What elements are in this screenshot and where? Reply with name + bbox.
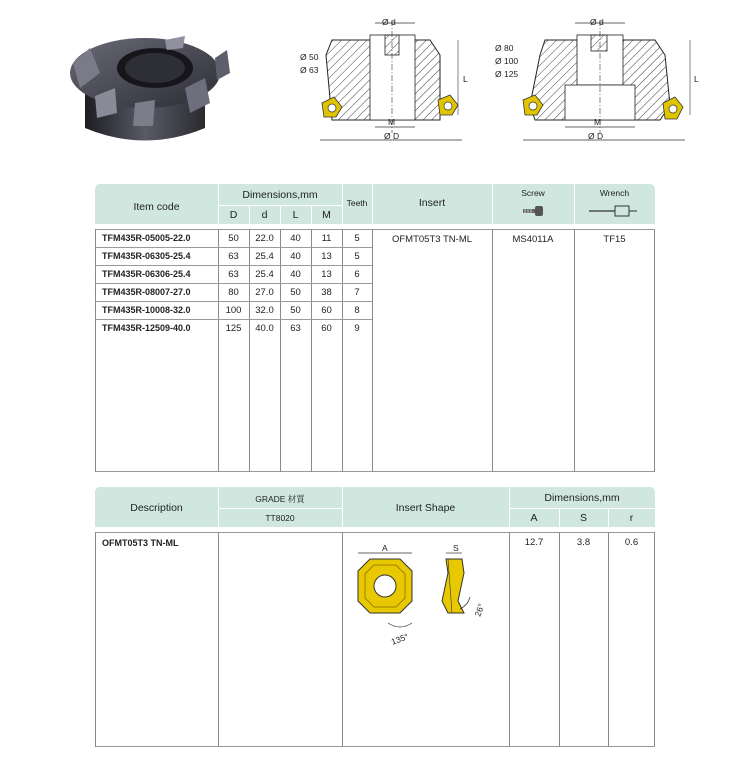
header-dimensions: Dimensions,mm: [242, 189, 318, 201]
cell-D: 125: [225, 323, 242, 334]
header-teeth: Teeth: [346, 198, 368, 208]
cutter-drawing-large: [505, 15, 705, 150]
cell-teeth: 6: [354, 269, 360, 280]
shape-label-angle-135: 135°: [389, 631, 410, 647]
insert-shape-drawing: [350, 539, 500, 654]
table-row: [95, 287, 372, 301]
cell-teeth: 9: [354, 323, 360, 334]
header-dimensions: Dimensions,mm: [544, 492, 620, 504]
cell-L: 40: [290, 233, 301, 244]
drawing-left-size-1: Ø 50: [300, 52, 319, 62]
header-wrench: Wrench: [599, 188, 630, 198]
dim-r-value: 0.6: [624, 537, 639, 548]
cutter-photo: [55, 18, 235, 153]
cell-L: 50: [290, 287, 301, 298]
header-dim-A: A: [530, 512, 538, 524]
cell-L: 40: [290, 269, 301, 280]
header-dim-d: d: [261, 209, 268, 221]
cell-M: 13: [321, 269, 332, 280]
cell-d: 25.4: [255, 269, 274, 280]
header-description: Description: [130, 502, 183, 514]
cell-M: 13: [321, 251, 332, 262]
drawing-left-D-label: Ø D: [384, 131, 400, 141]
header-grade: GRADE 材質: [255, 494, 305, 504]
table-row: [95, 323, 372, 337]
header-dim-r: r: [629, 512, 634, 524]
header-insert: Insert: [418, 197, 446, 209]
drawing-left-L-label: L: [463, 74, 468, 84]
item-code: TFM435R-10008-32.0: [102, 305, 191, 315]
cell-d: 32.0: [255, 305, 274, 316]
wrench-icon: [589, 204, 639, 218]
table-row: [95, 251, 372, 265]
insert-description: OFMT05T3 TN-ML: [102, 538, 179, 548]
cell-teeth: 7: [354, 287, 360, 298]
header-dim-D: D: [229, 209, 238, 221]
shape-label-S: S: [453, 543, 459, 553]
cell-d: 22.0: [255, 233, 274, 244]
table-row: [95, 233, 372, 247]
cell-L: 63: [290, 323, 301, 334]
drawing-right-size-2: Ø 100: [495, 56, 519, 66]
header-dim-L: L: [292, 209, 299, 221]
cell-d: 25.4: [255, 251, 274, 262]
cell-D: 63: [228, 251, 239, 262]
cutter-drawing-small: [290, 15, 470, 150]
table-row: [95, 269, 372, 283]
cell-teeth: 5: [354, 251, 360, 262]
item-code: TFM435R-08007-27.0: [102, 287, 191, 297]
insert-spec-table: [95, 487, 655, 747]
dim-A-value: 12.7: [524, 537, 544, 548]
shape-label-A: A: [382, 543, 388, 553]
cell-d: 27.0: [255, 287, 274, 298]
drawing-right-size-1: Ø 80: [495, 43, 514, 53]
cell-D: 50: [228, 233, 239, 244]
screw-icon: [523, 204, 545, 218]
drawing-right-M-label: M: [594, 117, 602, 127]
dim-S-value: 3.8: [576, 537, 591, 548]
cell-d: 40.0: [255, 323, 274, 334]
grade-value: TT8020: [265, 513, 295, 523]
screw-value: MS4011A: [512, 234, 554, 245]
insert-value: OFMT05T3 TN-ML: [391, 234, 473, 245]
cell-M: 60: [321, 305, 332, 316]
header-dim-M: M: [322, 209, 331, 221]
item-code: TFM435R-06306-25.4: [102, 269, 191, 279]
item-code: TFM435R-05005-22.0: [102, 233, 191, 243]
drawing-right-d-label: Ø d: [590, 17, 604, 27]
drawing-right-D-label: Ø D: [588, 131, 604, 141]
cell-teeth: 5: [354, 233, 360, 244]
header-insert-shape: Insert Shape: [395, 502, 456, 514]
drawing-left-M-label: M: [388, 117, 396, 127]
table-row: [95, 305, 372, 319]
drawing-right-L-label: L: [694, 74, 699, 84]
header-screw: Screw: [521, 188, 545, 198]
drawing-left-d-label: Ø d: [382, 17, 396, 27]
cell-M: 11: [321, 233, 332, 244]
drawing-left-size-2: Ø 63: [300, 65, 319, 75]
drawing-right-size-3: Ø 125: [495, 69, 519, 79]
cell-M: 38: [321, 287, 332, 298]
header-dim-S: S: [579, 512, 587, 524]
cell-M: 60: [321, 323, 332, 334]
cutter-spec-table: [95, 184, 655, 472]
cell-teeth: 8: [354, 305, 360, 316]
shape-label-angle-26: 26°: [472, 602, 487, 618]
header-item-code: Item code: [133, 201, 180, 213]
cell-L: 50: [290, 305, 301, 316]
cell-L: 40: [290, 251, 301, 262]
wrench-value: TF15: [603, 234, 626, 245]
cell-D: 80: [228, 287, 239, 298]
cell-D: 100: [225, 305, 242, 316]
cell-D: 63: [228, 269, 239, 280]
item-code: TFM435R-06305-25.4: [102, 251, 191, 261]
item-code: TFM435R-12509-40.0: [102, 323, 191, 333]
